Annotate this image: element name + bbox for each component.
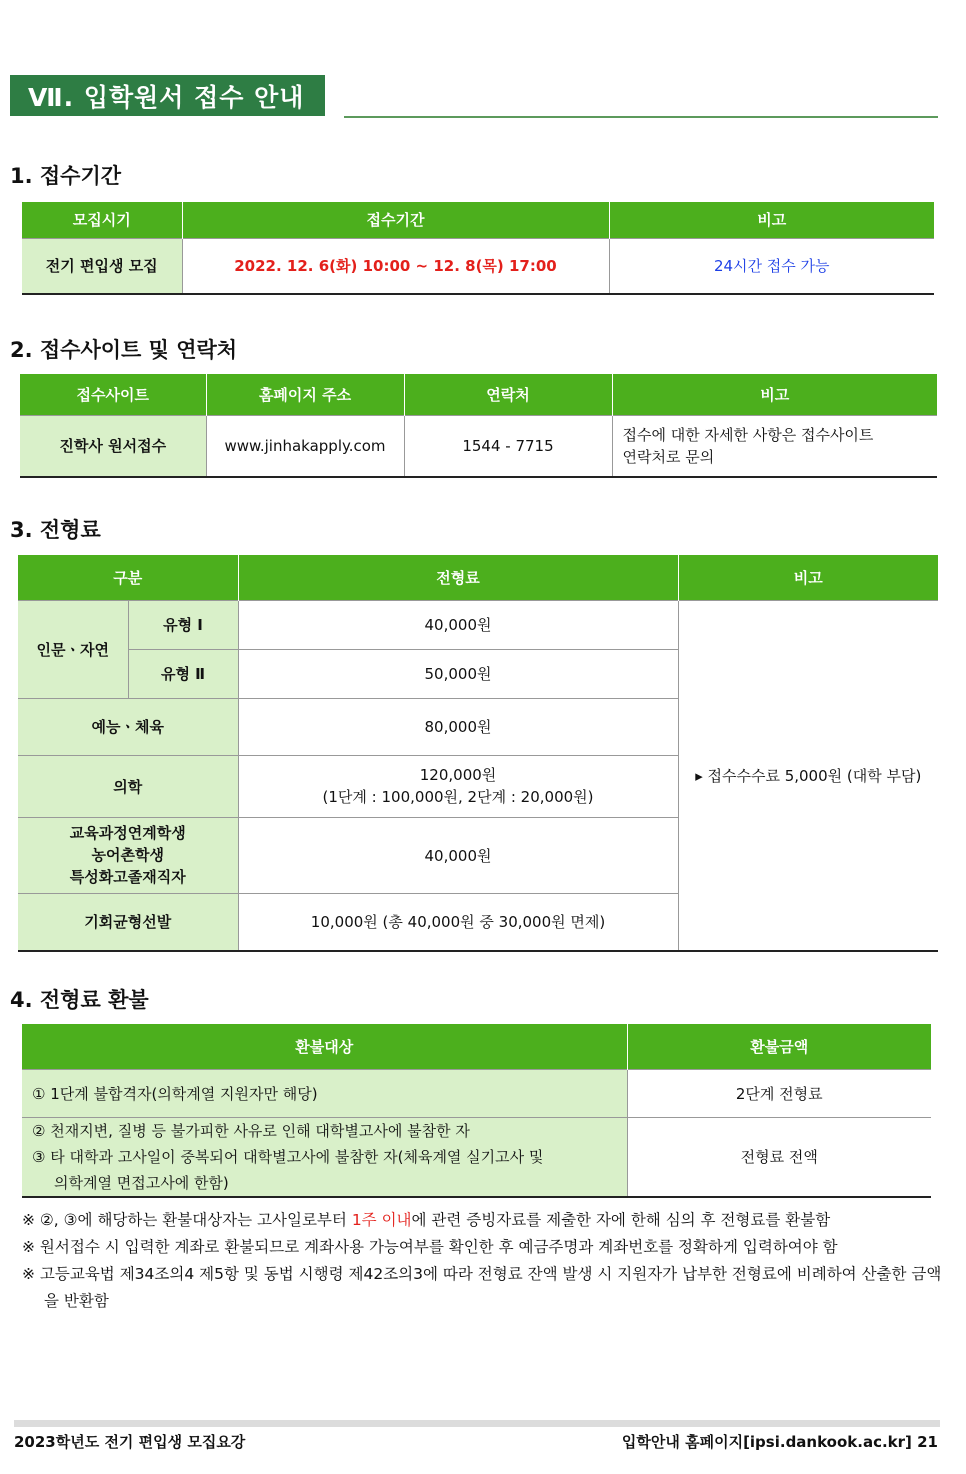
fee-medicine-cell: 의학 [18, 755, 238, 817]
fee-table [18, 555, 938, 952]
fee-arts-cell: 예능ㆍ체육 [18, 698, 238, 755]
refund-header-amount: 환불금액 [627, 1024, 931, 1069]
refund-table [22, 1024, 931, 1198]
note-2: ※ 원서접수 시 입력한 계좌로 환불되므로 계좌사용 가능여부를 확인한 후 예금주명과 계좌번호를 정확하게 입력하여야 함 [22, 1238, 838, 1256]
site-header-name: 접수사이트 [20, 374, 206, 415]
fee-special-line2: 농어촌학생 [91, 846, 164, 864]
section-title-refund: 4. 전형료 환불 [10, 988, 149, 1012]
fee-special-line1: 교육과정연계학생 [69, 824, 186, 842]
refund-row2-amount: 전형료 전액 [627, 1117, 931, 1197]
notes-block [22, 1207, 942, 1315]
site-header-note: 비고 [612, 374, 937, 415]
chapter-title-bar [10, 75, 325, 116]
site-name-cell: 진학사 원서접수 [20, 415, 206, 477]
refund-row2-line3: 의학계열 면접고사에 한함) [54, 1173, 229, 1192]
fee-medicine-value [238, 755, 678, 817]
period-header-period: 접수기간 [182, 202, 609, 238]
site-note-cell [612, 415, 937, 477]
chapter-divider [344, 116, 938, 118]
period-header-type: 모집시기 [22, 202, 182, 238]
fee-note-cell: ▸ 접수수수료 5,000원 (대학 부담) [678, 600, 938, 951]
note-1-pre: ※ ②, ③에 해당하는 환불대상자는 고사일로부터 [22, 1211, 352, 1229]
refund-row2-target [22, 1117, 627, 1197]
site-table [20, 374, 937, 478]
site-url-cell[interactable]: www.jinhakapply.com [206, 415, 404, 477]
site-note-line1: 접수에 대한 자세한 사항은 접수사이트 [622, 425, 874, 444]
fee-medicine-detail: (1단계 : 100,000원, 2단계 : 20,000원) [322, 788, 594, 806]
refund-row1-target: ① 1단계 불합격자(의학계열 지원자만 해당) [22, 1069, 627, 1117]
footer-homepage-page: 입학안내 홈페이지[ipsi.dankook.ac.kr] 21 [621, 1433, 938, 1451]
fee-type2-value: 50,000원 [238, 649, 678, 698]
site-header-url: 홈페이지 주소 [206, 374, 404, 415]
fee-special-cell [18, 817, 238, 893]
fee-type1-cell: 유형 Ⅰ [128, 600, 238, 649]
fee-equal-value: 10,000원 (총 40,000원 중 30,000원 면제) [238, 893, 678, 951]
fee-special-value: 40,000원 [238, 817, 678, 893]
note-1-post: 에 관련 증빙자료를 제출한 자에 한해 심의 후 전형료를 환불함 [411, 1211, 831, 1229]
note-3: ※ 고등교육법 제34조의4 제5항 및 동법 시행령 제42조의3에 따라 전형료 잔액 발생 시 지원자가 납부한 전형료에 비례하여 산출한 금액을 반환함 [22, 1265, 942, 1310]
footer-guide-title: 2023학년도 전기 편입생 모집요강 [14, 1433, 246, 1451]
fee-header-note: 비고 [678, 555, 938, 600]
period-type-cell: 전기 편입생 모집 [22, 238, 182, 294]
fee-type2-cell: 유형 Ⅱ [128, 649, 238, 698]
site-note-line2: 연락처로 문의 [622, 447, 715, 466]
section-title-site: 2. 접수사이트 및 연락처 [10, 338, 238, 362]
period-table [22, 202, 934, 295]
period-date-cell: 2022. 12. 6(화) 10:00 ~ 12. 8(목) 17:00 [182, 238, 609, 294]
refund-header-target: 환불대상 [22, 1024, 627, 1069]
refund-row2-line1: ② 천재지변, 질병 등 불가피한 사유로 인해 대학별고사에 불참한 자 [32, 1121, 470, 1140]
fee-type1-value: 40,000원 [238, 600, 678, 649]
site-header-phone: 연락처 [404, 374, 612, 415]
site-phone-cell: 1544 - 7715 [404, 415, 612, 477]
section-title-fee: 3. 전형료 [10, 518, 101, 542]
period-note-cell: 24시간 접수 가능 [609, 238, 934, 294]
fee-arts-value: 80,000원 [238, 698, 678, 755]
fee-humanities-cell: 인문ㆍ자연 [18, 600, 128, 698]
refund-row1-amount: 2단계 전형료 [627, 1069, 931, 1117]
fee-medicine-total: 120,000원 [419, 766, 497, 784]
chapter-title: Ⅶ. 입학원서 접수 안내 [28, 82, 305, 112]
period-header-note: 비고 [609, 202, 934, 238]
footer-divider [14, 1420, 940, 1427]
fee-header-fee: 전형료 [238, 555, 678, 600]
section-title-period: 1. 접수기간 [10, 164, 122, 188]
note-1-highlight: 1주 이내 [351, 1211, 412, 1229]
refund-row2-line2: ③ 타 대학과 고사일이 중복되어 대학별고사에 불참한 자(체육계열 실기고사 및 [32, 1147, 544, 1166]
fee-header-category: 구분 [18, 555, 238, 600]
note-1 [22, 1207, 942, 1234]
fee-equal-cell: 기회균형선발 [18, 893, 238, 951]
fee-special-line3: 특성화고졸재직자 [69, 868, 186, 886]
